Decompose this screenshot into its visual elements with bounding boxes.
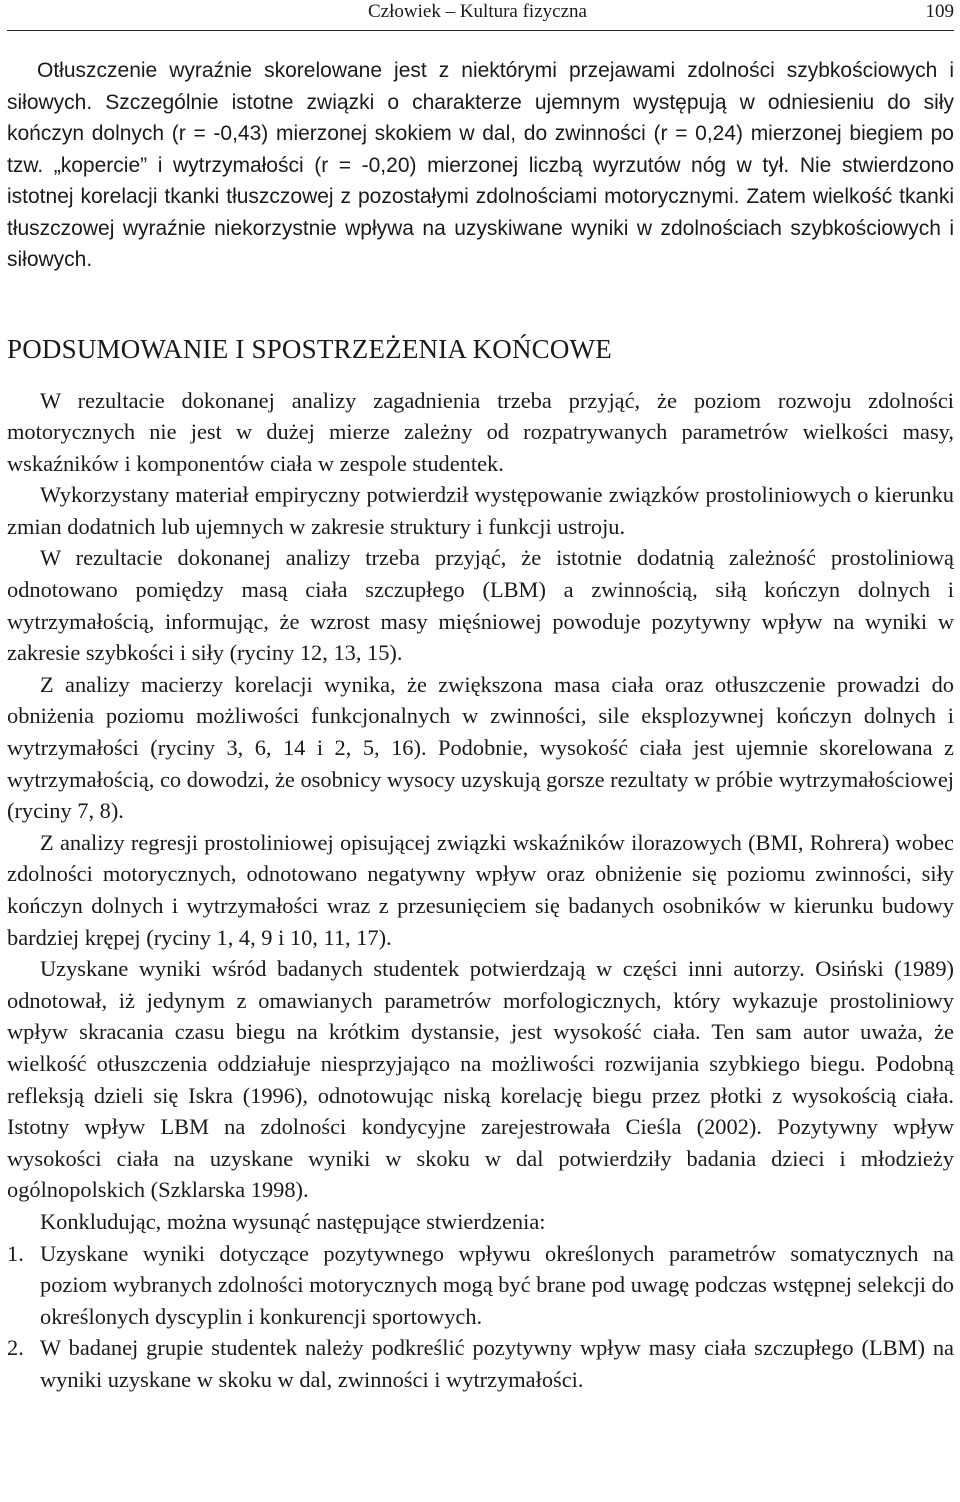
summary-paragraph-3: W rezultacie dokonanej analizy trzeba przyjąć, że istotnie dodatnią zależność prostoliniową odnotowano pomiędzy masą ciała szczupłego (LBM) a zwinnością, siłą kończyn dolnych i wytrzymałością, informując, że wzrost masy mięśniowej powoduje pozytywny wpływ na wyniki w zakresie szybkości i siły (ryciny 12, 13, 15). (7, 545, 954, 666)
running-title: Człowiek – Kultura fizyczna (368, 1, 587, 22)
document-page (7, 0, 954, 1396)
summary-paragraph-6: Uzyskane wyniki wśród badanych studentek potwierdzają w części inni autorzy. Osiński (1989) odnotował, iż jedynym z omawianych parametrów morfologicznych, który wykazuje prostoliniowy wpływ skracania czasu biegu na krótkim dystansie, jest wysokość ciała. Ten sam autor uważa, że wielkość otłuszczenia oddziałuje niesprzyjająco na możliwości rozwijania szybkiego biegu. Podobną refleksją dzieli się Iskra (1996), odnotowując niską korelację biegu przez płotki z wysokością ciała. Istotny wpływ LBM na zdolności kondycyjne zarejestrowała Cieśla (2002). Pozytywny wpływ wysokości ciała na uzyskane wyniki w skoku w dal potwierdziły badania dzieci i młodzieży ogólnopolskich (Szklarska 1998). (7, 956, 954, 1203)
conclusion-item (7, 1332, 954, 1395)
page-number: 109 (925, 1, 954, 22)
section-heading: PODSUMOWANIE I SPOSTRZEŻENIA KOŃCOWE (7, 333, 612, 364)
intro-paragraph: Otłuszczenie wyraźnie skorelowane jest z niektórymi przejawami zdolności szybkościowych i siłowych. Szczególnie istotne związki o charakterze ujemnym występują w odniesieniu do siły kończyn dolnych (r = -0,43) mierzonej skokiem w dal, do zwinności (r = 0,24) mierzonej biegiem po tzw. „kopercie” i wytrzymałości (r = -0,20) mierzonej liczbą wyrzutów nóg w tył. Nie stwierdzono istotnej korelacji tkanki tłuszczowej z pozostałymi zdolnościami motorycznymi. Zatem wielkość tkanki tłuszczowej wyraźnie niekorzystnie wpływa na uzyskiwane wyniki w zdolnościach szybkościowych i siłowych. (7, 59, 954, 271)
conclusions-list (7, 1238, 954, 1396)
conclusion-text: Uzyskane wyniki dotyczące pozytywnego wpływu określonych parametrów somatycznych na poziom wybranych zdolności motorycznych mogą być brane pod uwagę podczas wstępnej selekcji do określonych dyscyplin i konkurencji sportowych. (40, 1240, 955, 1329)
conclusion-text: W badanej grupie studentek należy podkreślić pozytywny wpływ masy ciała szczupłego (LBM) na wyniki uzyskane w skoku w dal, zwinności i wytrzymałości. (40, 1335, 954, 1392)
summary-section (7, 385, 954, 1396)
summary-paragraph-5: Z analizy regresji prostoliniowej opisującej związki wskaźników ilorazowych (BMI, Rohrera) wobec zdolności motorycznych, odnotowano negatywny wpływ oraz obniżenie się poziomu zwinności, siły kończyn dolnych i wytrzymałości wraz z przesunięciem się badanych osobników w kierunku budowy bardziej krępej (ryciny 1, 4, 9 i 10, 11, 17). (7, 829, 954, 950)
conclusions-intro: Konkludując, można wysunąć następujące stwierdzenia: (40, 1208, 546, 1234)
conclusion-number: 1. (7, 1240, 24, 1266)
conclusion-item (7, 1238, 954, 1333)
summary-paragraph-2: Wykorzystany materiał empiryczny potwierdził występowanie związków prostoliniowych o kierunku zmian dodatnich lub ujemnych w zakresie struktury i funkcji ustroju. (7, 482, 954, 539)
summary-paragraph-4: Z analizy macierzy korelacji wynika, że zwiększona masa ciała oraz otłuszczenie prowadzi do obniżenia poziomu możliwości funkcjonalnych w zwinności, sile eksplozywnej kończyn dolnych i wytrzymałości (ryciny 3, 6, 14 i 2, 5, 16). Podobnie, wysokość ciała jest ujemnie skorelowana z wytrzymałością, co dowodzi, że osobnicy wysocy uzyskują gorsze rezultaty w próbie wytrzymałościowej (ryciny 7, 8). (7, 671, 954, 824)
summary-paragraph-1: W rezultacie dokonanej analizy zagadnienia trzeba przyjąć, że poziom rozwoju zdolności motorycznych nie jest w dużej mierze zależny od rozpatrywanych parametrów wielkości masy, wskaźników i komponentów ciała w zespole studentek. (7, 387, 954, 476)
intro-section (7, 55, 954, 276)
conclusion-number: 2. (7, 1335, 24, 1361)
running-header (7, 0, 954, 31)
